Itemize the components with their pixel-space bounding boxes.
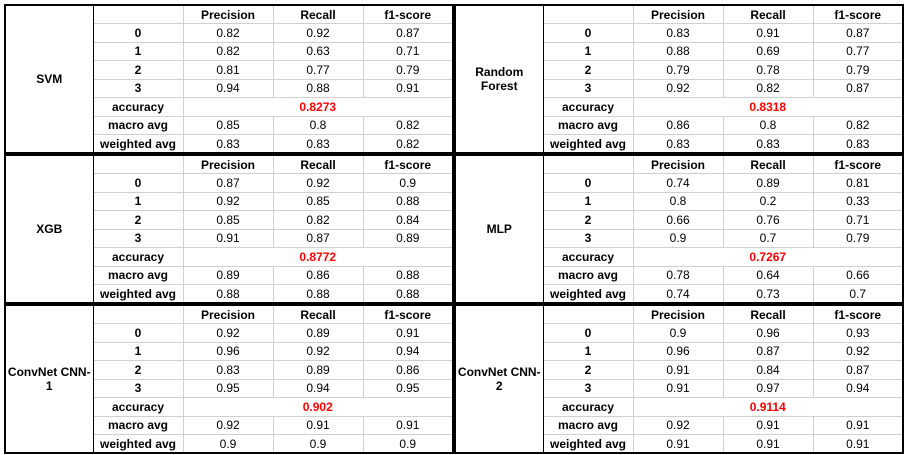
- report-panel-cnn-2: [454, 304, 904, 454]
- weighted-avg-label: weighted avg: [93, 435, 183, 454]
- recall-value: 0.88: [273, 79, 363, 98]
- model-name: XGB: [5, 155, 93, 303]
- f1-value: 0.33: [813, 192, 903, 211]
- class-label: 0: [543, 324, 633, 343]
- accuracy-value: 0.902: [183, 398, 453, 417]
- recall-value: 0.64: [723, 266, 813, 285]
- model-name: ConvNet CNN-1: [5, 305, 93, 453]
- header-blank: [543, 155, 633, 174]
- col-header-f1: f1-score: [813, 305, 903, 324]
- precision-value: 0.92: [183, 416, 273, 435]
- f1-value: 0.81: [813, 174, 903, 193]
- precision-value: 0.9: [633, 324, 723, 343]
- accuracy-label: accuracy: [93, 98, 183, 117]
- recall-value: 0.86: [273, 266, 363, 285]
- col-header-f1: f1-score: [813, 5, 903, 24]
- f1-value: 0.87: [813, 361, 903, 380]
- f1-value: 0.82: [363, 116, 453, 135]
- recall-value: 0.87: [273, 229, 363, 248]
- f1-value: 0.87: [813, 79, 903, 98]
- f1-value: 0.87: [813, 24, 903, 43]
- precision-value: 0.89: [183, 266, 273, 285]
- recall-value: 0.91: [273, 416, 363, 435]
- f1-value: 0.91: [363, 416, 453, 435]
- precision-value: 0.88: [183, 285, 273, 304]
- f1-value: 0.83: [813, 135, 903, 154]
- col-header-precision: Precision: [183, 5, 273, 24]
- class-label: 2: [93, 61, 183, 80]
- recall-value: 0.63: [273, 42, 363, 61]
- accuracy-value: 0.8772: [183, 248, 453, 267]
- class-label: 3: [543, 79, 633, 98]
- class-label: 1: [93, 342, 183, 361]
- recall-value: 0.94: [273, 379, 363, 398]
- f1-value: 0.89: [363, 229, 453, 248]
- weighted-avg-label: weighted avg: [93, 285, 183, 304]
- weighted-avg-label: weighted avg: [543, 135, 633, 154]
- accuracy-value: 0.8273: [183, 98, 453, 117]
- macro-avg-label: macro avg: [543, 266, 633, 285]
- class-label: 2: [543, 211, 633, 230]
- precision-value: 0.8: [633, 192, 723, 211]
- recall-value: 0.88: [273, 285, 363, 304]
- macro-avg-label: macro avg: [93, 416, 183, 435]
- col-header-recall: Recall: [723, 305, 813, 324]
- recall-value: 0.96: [723, 324, 813, 343]
- precision-value: 0.78: [633, 266, 723, 285]
- precision-value: 0.9: [183, 435, 273, 454]
- f1-value: 0.91: [813, 435, 903, 454]
- report-panel-xgb: [4, 154, 454, 304]
- header-blank: [543, 305, 633, 324]
- f1-value: 0.86: [363, 361, 453, 380]
- class-label: 0: [93, 174, 183, 193]
- col-header-f1: f1-score: [813, 155, 903, 174]
- recall-value: 0.84: [723, 361, 813, 380]
- accuracy-label: accuracy: [543, 248, 633, 267]
- recall-value: 0.77: [273, 61, 363, 80]
- f1-value: 0.88: [363, 266, 453, 285]
- f1-value: 0.88: [363, 285, 453, 304]
- precision-value: 0.96: [183, 342, 273, 361]
- weighted-avg-label: weighted avg: [93, 135, 183, 154]
- class-label: 3: [93, 379, 183, 398]
- class-label: 1: [543, 42, 633, 61]
- precision-value: 0.85: [183, 116, 273, 135]
- f1-value: 0.7: [813, 285, 903, 304]
- precision-value: 0.9: [633, 229, 723, 248]
- class-label: 2: [93, 361, 183, 380]
- class-label: 3: [93, 79, 183, 98]
- recall-value: 0.78: [723, 61, 813, 80]
- f1-value: 0.88: [363, 192, 453, 211]
- recall-value: 0.92: [273, 24, 363, 43]
- class-label: 3: [543, 229, 633, 248]
- recall-value: 0.89: [273, 324, 363, 343]
- precision-value: 0.92: [183, 192, 273, 211]
- precision-value: 0.74: [633, 285, 723, 304]
- precision-value: 0.92: [183, 324, 273, 343]
- f1-value: 0.93: [813, 324, 903, 343]
- precision-value: 0.92: [633, 79, 723, 98]
- col-header-f1: f1-score: [363, 5, 453, 24]
- col-header-precision: Precision: [183, 305, 273, 324]
- accuracy-value: 0.9114: [633, 398, 903, 417]
- col-header-f1: f1-score: [363, 155, 453, 174]
- precision-value: 0.92: [633, 416, 723, 435]
- class-label: 1: [543, 342, 633, 361]
- class-label: 1: [543, 192, 633, 211]
- report-panel-random-forest: [454, 4, 904, 154]
- accuracy-label: accuracy: [93, 248, 183, 267]
- model-name: Random Forest: [455, 5, 543, 153]
- class-label: 1: [93, 192, 183, 211]
- f1-value: 0.71: [813, 211, 903, 230]
- recall-value: 0.76: [723, 211, 813, 230]
- precision-value: 0.83: [633, 135, 723, 154]
- class-label: 3: [543, 379, 633, 398]
- precision-value: 0.83: [633, 24, 723, 43]
- f1-value: 0.91: [363, 324, 453, 343]
- precision-value: 0.83: [183, 361, 273, 380]
- f1-value: 0.91: [813, 416, 903, 435]
- recall-value: 0.85: [273, 192, 363, 211]
- f1-value: 0.79: [813, 229, 903, 248]
- recall-value: 0.91: [723, 416, 813, 435]
- f1-value: 0.87: [363, 24, 453, 43]
- accuracy-label: accuracy: [543, 398, 633, 417]
- accuracy-label: accuracy: [93, 398, 183, 417]
- accuracy-value: 0.8318: [633, 98, 903, 117]
- col-header-precision: Precision: [633, 305, 723, 324]
- f1-value: 0.77: [813, 42, 903, 61]
- recall-value: 0.73: [723, 285, 813, 304]
- header-blank: [93, 155, 183, 174]
- f1-value: 0.84: [363, 211, 453, 230]
- f1-value: 0.91: [363, 79, 453, 98]
- recall-value: 0.83: [273, 135, 363, 154]
- recall-value: 0.9: [273, 435, 363, 454]
- precision-value: 0.91: [183, 229, 273, 248]
- recall-value: 0.82: [273, 211, 363, 230]
- report-panel-cnn-1: [4, 304, 454, 454]
- col-header-precision: Precision: [633, 5, 723, 24]
- header-blank: [93, 305, 183, 324]
- recall-value: 0.97: [723, 379, 813, 398]
- recall-value: 0.7: [723, 229, 813, 248]
- f1-value: 0.82: [813, 116, 903, 135]
- recall-value: 0.91: [723, 24, 813, 43]
- f1-value: 0.92: [813, 342, 903, 361]
- f1-value: 0.9: [363, 174, 453, 193]
- recall-value: 0.69: [723, 42, 813, 61]
- f1-value: 0.9: [363, 435, 453, 454]
- f1-value: 0.94: [813, 379, 903, 398]
- f1-value: 0.79: [813, 61, 903, 80]
- class-label: 3: [93, 229, 183, 248]
- col-header-recall: Recall: [273, 155, 363, 174]
- precision-value: 0.95: [183, 379, 273, 398]
- precision-value: 0.91: [633, 435, 723, 454]
- recall-value: 0.83: [723, 135, 813, 154]
- recall-value: 0.82: [723, 79, 813, 98]
- recall-value: 0.89: [723, 174, 813, 193]
- recall-value: 0.87: [723, 342, 813, 361]
- report-panel-svm: [4, 4, 454, 154]
- precision-value: 0.81: [183, 61, 273, 80]
- precision-value: 0.86: [633, 116, 723, 135]
- f1-value: 0.66: [813, 266, 903, 285]
- class-label: 2: [543, 61, 633, 80]
- class-label: 2: [543, 361, 633, 380]
- precision-value: 0.74: [633, 174, 723, 193]
- class-label: 2: [93, 211, 183, 230]
- class-label: 0: [543, 24, 633, 43]
- precision-value: 0.88: [633, 42, 723, 61]
- precision-value: 0.96: [633, 342, 723, 361]
- col-header-recall: Recall: [723, 155, 813, 174]
- precision-value: 0.87: [183, 174, 273, 193]
- weighted-avg-label: weighted avg: [543, 285, 633, 304]
- precision-value: 0.79: [633, 61, 723, 80]
- model-name: SVM: [5, 5, 93, 153]
- macro-avg-label: macro avg: [93, 116, 183, 135]
- precision-value: 0.91: [633, 361, 723, 380]
- class-label: 0: [93, 24, 183, 43]
- precision-value: 0.82: [183, 42, 273, 61]
- model-name: ConvNet CNN-2: [455, 305, 543, 453]
- class-label: 1: [93, 42, 183, 61]
- col-header-f1: f1-score: [363, 305, 453, 324]
- recall-value: 0.8: [273, 116, 363, 135]
- col-header-precision: Precision: [633, 155, 723, 174]
- header-blank: [93, 5, 183, 24]
- precision-value: 0.66: [633, 211, 723, 230]
- class-label: 0: [93, 324, 183, 343]
- report-panel-mlp: [454, 154, 904, 304]
- model-name: MLP: [455, 155, 543, 303]
- recall-value: 0.89: [273, 361, 363, 380]
- recall-value: 0.8: [723, 116, 813, 135]
- recall-value: 0.2: [723, 192, 813, 211]
- accuracy-label: accuracy: [543, 98, 633, 117]
- macro-avg-label: macro avg: [543, 116, 633, 135]
- recall-value: 0.92: [273, 174, 363, 193]
- f1-value: 0.79: [363, 61, 453, 80]
- precision-value: 0.85: [183, 211, 273, 230]
- precision-value: 0.82: [183, 24, 273, 43]
- accuracy-value: 0.7267: [633, 248, 903, 267]
- col-header-recall: Recall: [273, 5, 363, 24]
- f1-value: 0.95: [363, 379, 453, 398]
- precision-value: 0.94: [183, 79, 273, 98]
- header-blank: [543, 5, 633, 24]
- col-header-recall: Recall: [273, 305, 363, 324]
- recall-value: 0.91: [723, 435, 813, 454]
- precision-value: 0.83: [183, 135, 273, 154]
- macro-avg-label: macro avg: [93, 266, 183, 285]
- f1-value: 0.71: [363, 42, 453, 61]
- f1-value: 0.94: [363, 342, 453, 361]
- class-label: 0: [543, 174, 633, 193]
- weighted-avg-label: weighted avg: [543, 435, 633, 454]
- f1-value: 0.82: [363, 135, 453, 154]
- col-header-precision: Precision: [183, 155, 273, 174]
- recall-value: 0.92: [273, 342, 363, 361]
- col-header-recall: Recall: [723, 5, 813, 24]
- precision-value: 0.91: [633, 379, 723, 398]
- macro-avg-label: macro avg: [543, 416, 633, 435]
